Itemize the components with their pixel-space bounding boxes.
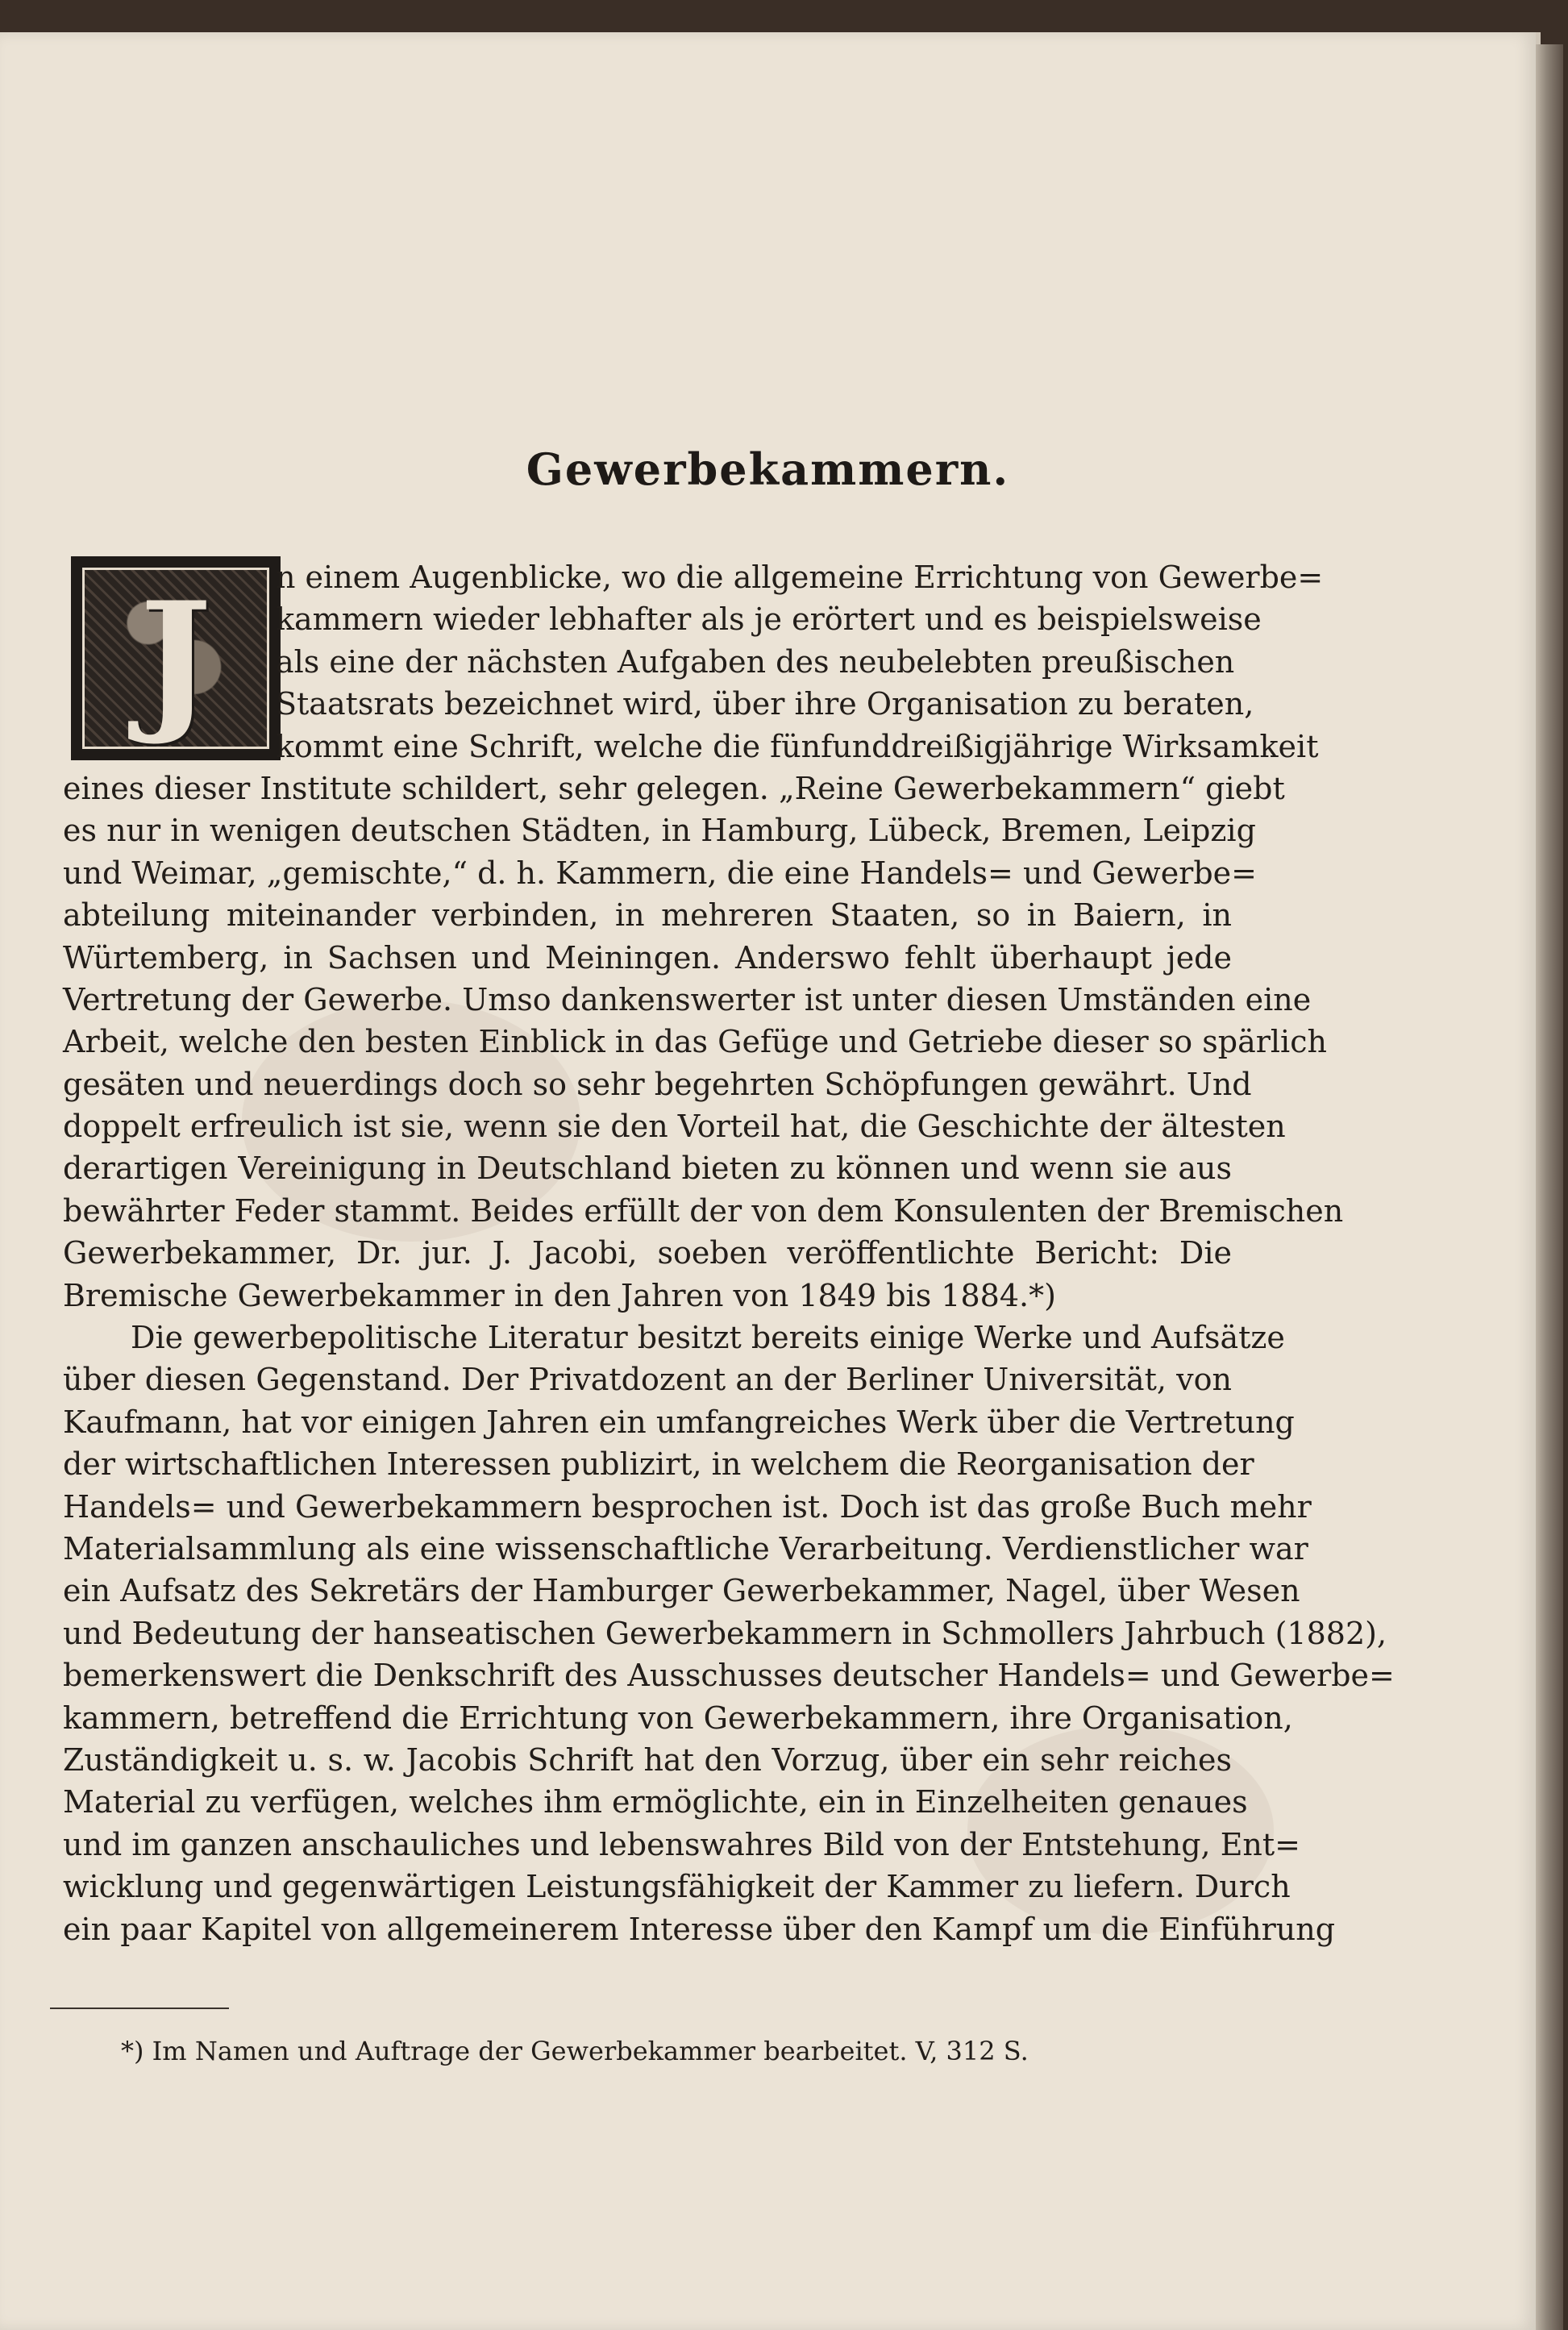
text-line: ein paar Kapitel von allgemeinerem Interesse über den Kampf um die Einführung (63, 1911, 1336, 1947)
text-line: es nur in wenigen deutschen Städten, in Hamburg, Lübeck, Bremen, Leipzig (63, 813, 1256, 849)
body-text (63, 556, 1395, 1950)
page-title: Gewerbekammern. (526, 443, 1010, 495)
text-line: als eine der nächsten Aufgaben des neubelebten preußischen (276, 643, 1235, 680)
text-line: Handels= und Gewerbekammern besprochen ist. Doch ist das große Buch mehr (63, 1488, 1312, 1525)
initial-letter: J (139, 568, 212, 748)
text-line: doppelt erfreulich ist sie, wenn sie den Vorteil hat, die Geschichte der ältesten (63, 1109, 1286, 1145)
document-page (0, 32, 1541, 2330)
text-line: gesäten und neuerdings doch so sehr begehrten Schöpfungen gewährt. Und (63, 1066, 1252, 1102)
text-line: Kaufmann, hat vor einigen Jahren ein umfangreiches Werk über die Vertretung (63, 1404, 1295, 1440)
text-line: kommt eine Schrift, welche die fünfunddreißigjährige Wirksamkeit (276, 728, 1319, 764)
text-line: kammern, betreffend die Errichtung von Gewerbekammern, ihre Organisation, (63, 1700, 1293, 1736)
text-line: bemerkenswert die Denkschrift des Ausschusses deutscher Handels= und Gewerbe= (63, 1658, 1395, 1694)
text-line: Arbeit, welche den besten Einblick in das Gefüge und Getriebe dieser so spärlich (63, 1024, 1327, 1060)
footnote-divider (50, 2008, 229, 2009)
text-line: und im ganzen anschauliches und lebenswahres Bild von der Entstehung, Ent= (63, 1826, 1301, 1862)
page-edge (1536, 44, 1563, 2330)
text-line: Vertretung der Gewerbe. Umso dankenswerter ist unter diesen Umständen eine (63, 981, 1312, 1017)
footnote: *) Im Namen und Auftrage der Gewerbekammer bearbeitet. V, 312 S. (121, 2036, 1029, 2066)
text-line: Zuständigkeit u. s. w. Jacobis Schrift hat den Vorzug, über ein sehr reiches (63, 1741, 1232, 1778)
text-line: Würtemberg, in Sachsen und Meiningen. Anderswo fehlt überhaupt jede (63, 939, 1232, 976)
text-line: und Weimar, „gemischte,“ d. h. Kammern, die eine Handels= und Gewerbe= (63, 855, 1257, 891)
text-line: kammern wieder lebhafter als je erörtert und es beispielsweise (276, 601, 1262, 638)
text-line: Die gewerbepolitische Literatur besitzt bereits einige Werke und Aufsätze (131, 1320, 1285, 1356)
text-line: Gewerbekammer, Dr. jur. J. Jacobi, soeben veröffentlichte Bericht: Die (63, 1235, 1232, 1271)
text-line: bewährter Feder stammt. Beides erfüllt der von dem Konsulenten der Bremischen (63, 1192, 1344, 1229)
text-line: Bremische Gewerbekammer in den Jahren von 1849 bis 1884.*) (63, 1277, 1056, 1313)
text-line: derartigen Vereinigung in Deutschland bieten zu können und wenn sie aus (63, 1150, 1232, 1187)
text-line: ein Aufsatz des Sekretärs der Hamburger Gewerbekammer, Nagel, über Wesen (63, 1573, 1300, 1609)
text-line: wicklung und gegenwärtigen Leistungsfähigkeit der Kammer zu liefern. Durch (63, 1869, 1291, 1905)
text-line: und Bedeutung der hanseatischen Gewerbekammern in Schmollers Jahrbuch (1882), (63, 1615, 1387, 1651)
text-line: der wirtschaftlichen Interessen publizirt, in welchem die Reorganisation der (63, 1446, 1254, 1483)
text-line: Material zu verfügen, welches ihm ermöglichte, ein in Einzelheiten genaues (63, 1784, 1248, 1820)
text-line: Materialsammlung als eine wissenschaftliche Verarbeitung. Verdienstlicher war (63, 1530, 1308, 1567)
text-line: eines dieser Institute schildert, sehr gelegen. „Reine Gewerbekammern“ giebt (63, 770, 1285, 806)
text-line: über diesen Gegenstand. Der Privatdozent an der Berliner Universität, von (63, 1362, 1232, 1398)
text-line: Staatsrats bezeichnet wird, über ihre Organisation zu beraten, (276, 686, 1254, 722)
text-line: n einem Augenblicke, wo die allgemeine Errichtung von Gewerbe= (276, 560, 1324, 595)
text-line: abteilung miteinander verbinden, in mehreren Staaten, so in Baiern, in (63, 897, 1232, 934)
